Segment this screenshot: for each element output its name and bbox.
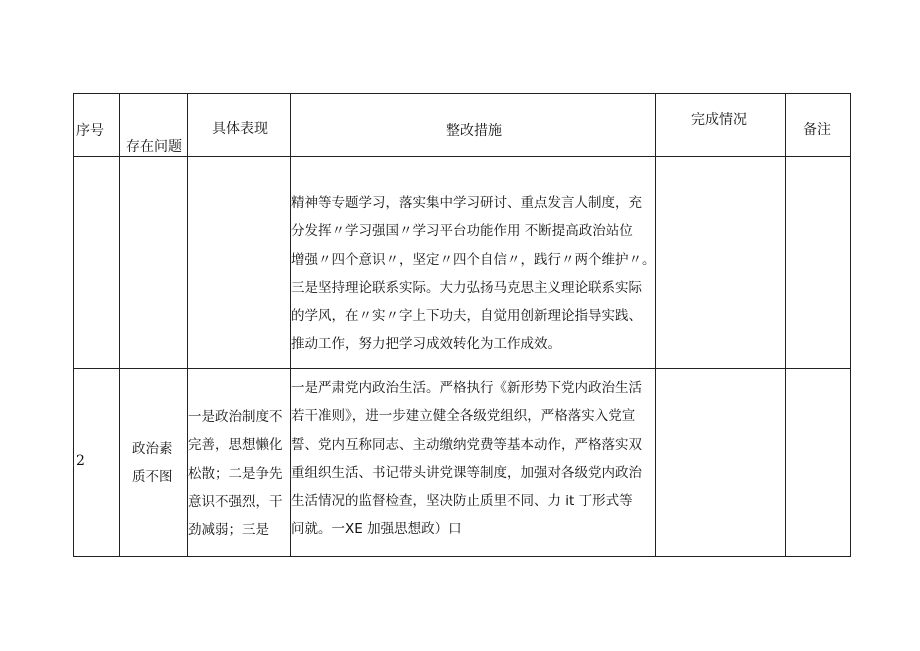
- measure-line: 一是严肃党内政治生活。严格执行《新形势下党内政治生活: [291, 380, 642, 396]
- row1-measures: [291, 189, 655, 359]
- row2-problem: [132, 435, 173, 491]
- col-divider: [785, 94, 786, 556]
- header-symptom: 具体表现: [212, 121, 268, 137]
- header-problem: 存在问题: [126, 139, 182, 155]
- measure-line: 精神等专题学习，落实集中学习研讨、重点发言人制度，充: [291, 195, 642, 211]
- measure-line: 分发挥〃学习强国〃学习平台功能作用 不断提高政治站位: [291, 223, 633, 240]
- symptom-line: 松散；二是争先: [188, 465, 283, 482]
- problem-line: 质不图: [132, 469, 173, 485]
- symptom-line: 意识不强烈，干: [188, 493, 283, 510]
- header-seq: 序号: [76, 123, 104, 139]
- row-divider: [74, 368, 850, 369]
- rectification-table: [73, 93, 851, 557]
- header-measures: 整改措施: [446, 123, 502, 139]
- header-status: 完成情况: [691, 112, 747, 128]
- col-divider: [655, 94, 656, 556]
- row2-seq: 2: [76, 453, 85, 469]
- symptom-line: 完善，思想懒化: [188, 437, 283, 454]
- measure-line: 誓、党内互称同志、主动缴纳党费等基本动作，严格落实双: [291, 436, 642, 453]
- problem-line: 政治素: [132, 441, 173, 457]
- row2-measures: [291, 374, 655, 544]
- measure-line: 三是坚持理论联系实际。大力弘扬马克思主义理论联系实际: [291, 279, 642, 296]
- symptom-line: 一是政治制度不: [188, 409, 283, 425]
- measure-line: 的学风，在〃实〃字上下功夫，自觉用创新理论指导实践、: [291, 308, 642, 325]
- row2-symptom: [188, 403, 290, 544]
- measure-line: 重组织生活、书记带头讲党课等制度，加强对各级党内政治: [291, 464, 642, 481]
- measure-line: 推动工作，努力把学习成效转化为工作成效。: [291, 336, 561, 353]
- col-divider: [119, 94, 120, 556]
- row-divider: [74, 156, 850, 157]
- measure-line: 若干准则》，进一步建立健全各级党组织，严格落实入党宣: [291, 408, 636, 425]
- measure-line: 问就。一XE 加强思想政）口: [291, 521, 462, 538]
- header-remark: 备注: [803, 122, 831, 138]
- symptom-line: 劲减弱；三是: [188, 522, 269, 539]
- measure-line: 增强〃四个意识〃，坚定〃四个自信〃，践行〃两个维护〃。: [291, 251, 655, 268]
- measure-line: 生活情况的监督检查，坚决防止质里不同、力 it 丁形式等: [291, 493, 633, 510]
